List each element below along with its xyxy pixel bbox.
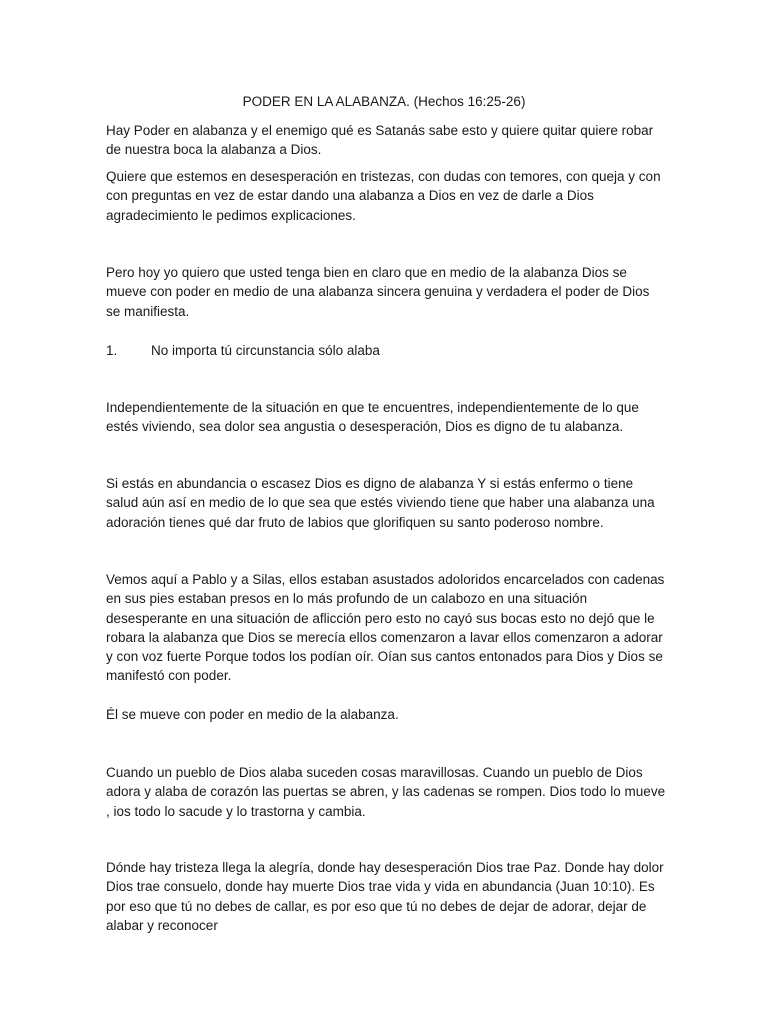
paragraph-3: Pero hoy yo quiero que usted tenga bien en claro que en medio de la alabanza Dios se mueve con poder en medio de una alabanza sincera genuina y verdadera el poder de Dios se manifiesta. [106,265,650,319]
paragraph-9: Dónde hay tristeza llega la alegría, donde hay desesperación Dios trae Paz. Donde hay dolor Dios trae consuelo, donde hay muerte Dios trae vida y vida en abundancia (Juan 10:10). Es por eso que tú no debes de callar, es por eso que tú no debes de dejar de adorar, dejar de alabar y reconocer [106,860,664,933]
document-title: PODER EN LA ALABANZA. (Hechos 16:25-26) [242,94,526,109]
paragraph-7: Él se mueve con poder en medio de la alabanza. [106,707,399,722]
list-number: 1. [106,343,118,358]
paragraph-6: Vemos aquí a Pablo y a Silas, ellos estaban asustados adoloridos encarcelados con cadenas en sus pies estaban presos en lo más profundo de un calabozo en una situación desesperante en una situación de aflicción pero esto no cayó sus bocas esto no dejó que le robara la alabanza que Dios se merecía ellos comenzaron a lavar ellos comenzaron a adorar y con voz fuerte Porque todos los podían oír. Oían sus cantos entonados para Dios y Dios se manifestó con poder. [106,572,665,684]
paragraph-4: Independientemente de la situación en que te encuentres, independientemente de lo que estés viviendo, sea dolor sea angustia o desesperación, Dios es digno de tu alabanza. [106,400,639,435]
list-heading-text: No importa tú circunstancia sólo alaba [151,343,380,358]
numbered-heading [106,341,666,360]
paragraph-5: Si estás en abundancia o escasez Dios es digno de alabanza Y si estás enfermo o tiene salud aún así en medio de lo que sea que estés viviendo tiene que haber una alabanza una adoración tienes qué dar fruto de labios que glorifiquen su santo poderoso nombre. [106,476,655,530]
paragraph-8: Cuando un pueblo de Dios alaba suceden cosas maravillosas. Cuando un pueblo de Dios adora y alaba de corazón las puertas se abren, y las cadenas se rompen. Dios todo lo mueve , ios todo lo sacude y lo trastorna y cambia. [106,765,666,819]
paragraph-2: Quiere que estemos en desesperación en tristezas, con dudas con temores, con queja y con con preguntas en vez de estar dando una alabanza a Dios en vez de darle a Dios agradecimiento le pedimos explicaciones. [106,169,661,223]
paragraph-1: Hay Poder en alabanza y el enemigo qué es Satanás sabe esto y quiere quitar quiere robar de nuestra boca la alabanza a Dios. [106,123,654,158]
